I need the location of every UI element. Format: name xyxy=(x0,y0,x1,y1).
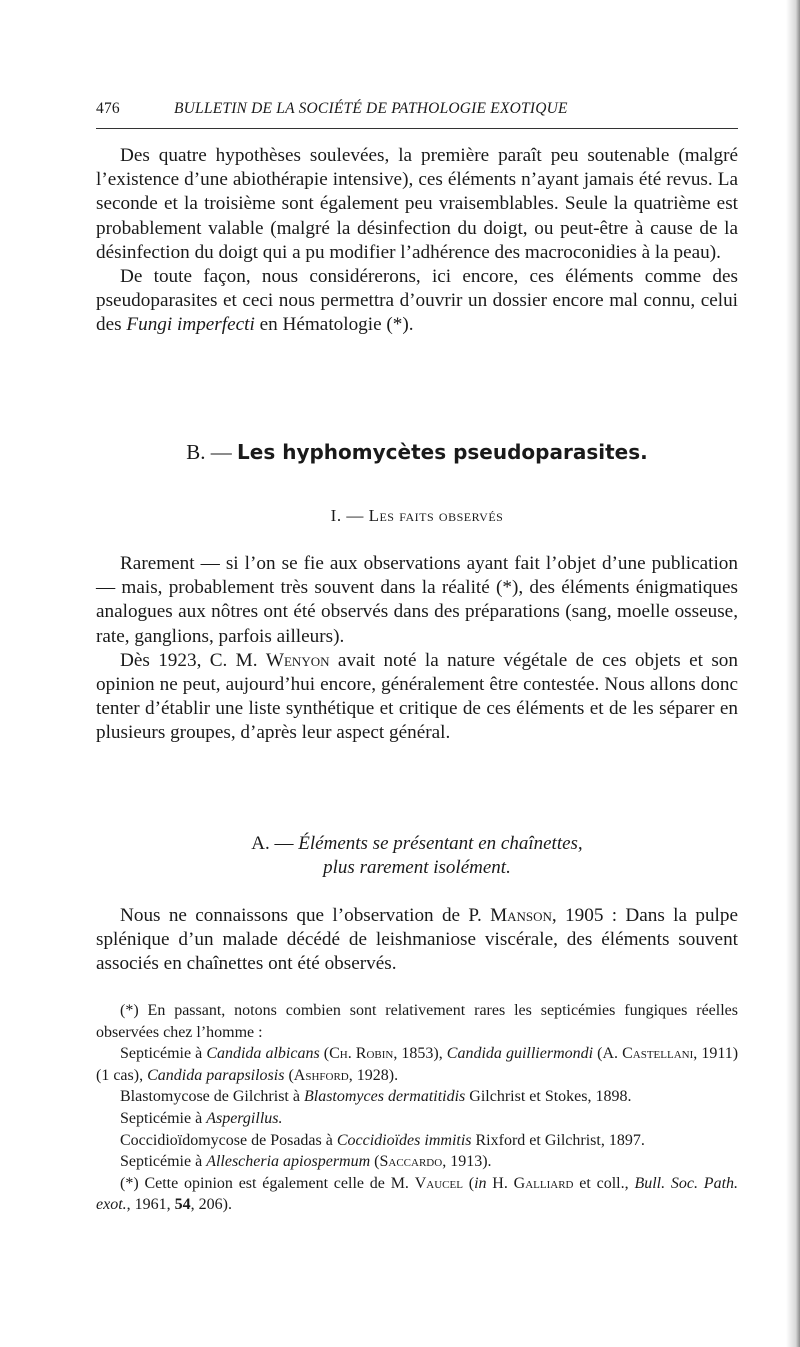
paragraph-observations: Rarement — si l’on se fie aux observations ayant fait l’objet d’une publication — mais, probablement très souvent dans la réalité (*), des éléments énigmatiques analogues aux nôtres ont été observés dans des préparations (sang, moelle osseuse, rate, ganglions, parfois ailleurs). xyxy=(96,553,738,647)
fn-text: ( xyxy=(370,1153,380,1171)
journal-title: BULLETIN DE LA SOCIÉTÉ DE PATHOLOGIE EXOTIQUE xyxy=(174,100,568,117)
footnote-2 xyxy=(96,1173,738,1216)
fn-species: Blastomyces dermatitidis xyxy=(303,1088,466,1106)
para2-text-end: en Hématologie (*). xyxy=(254,314,414,336)
fn-text: in xyxy=(474,1174,487,1192)
section-a-line1 xyxy=(96,832,738,856)
section-i-prefix: I. — xyxy=(330,506,369,525)
fn-text: ( xyxy=(462,1174,475,1192)
fn-species: Candida albicans xyxy=(206,1045,320,1063)
section-a-subtitle: plus rarement isolément. xyxy=(323,857,511,878)
fn-text: ( xyxy=(284,1066,294,1084)
section-heading-a xyxy=(96,832,738,880)
fn-text: , 1961, xyxy=(126,1196,175,1214)
para5-text: Nous ne connaissons que l’observation de P. xyxy=(120,905,491,926)
fn-text: , 1928). xyxy=(348,1066,399,1084)
para4-text: Dès 1923, C. M. xyxy=(120,649,266,671)
author-manson: Manson xyxy=(490,905,552,926)
fn-text: , 1853), xyxy=(393,1045,447,1063)
body-text-bottom xyxy=(96,904,738,977)
para5-text-end: , 1905 : Dans la pulpe splénique d’un malade décédé de leishmaniose viscérale, des éléments souvent associés en chaînettes ont été observés. xyxy=(96,905,738,975)
section-i-title: Les faits observés xyxy=(368,506,504,525)
paragraph-manson xyxy=(96,904,738,977)
section-heading-b xyxy=(96,440,738,465)
footnotes xyxy=(96,1000,738,1216)
fn-text: et coll., xyxy=(573,1174,635,1192)
para2-fungi-imperfecti: Fungi imperfecti xyxy=(126,314,255,336)
footnote-1-allescheria xyxy=(96,1151,738,1173)
fn-volume: 54 xyxy=(174,1196,191,1214)
fn-journal: Bull. Soc. Path. exot. xyxy=(96,1174,739,1214)
page-edge-shadow xyxy=(786,0,800,1347)
footnote-1-aspergillus xyxy=(96,1108,738,1130)
fn-species: Aspergillus. xyxy=(206,1109,283,1127)
fn-species: Allescheria apiospermum xyxy=(206,1153,371,1171)
paragraph-wenyon xyxy=(96,649,738,746)
footnote-1-intro: (*) En passant, notons combien sont relativement rares les septicémies fungiques réelles observées chez l’homme : xyxy=(96,1002,738,1041)
fn-text: ( xyxy=(593,1045,603,1063)
section-b-title: Les hyphomycètes pseudoparasites. xyxy=(237,440,648,464)
body-text-middle xyxy=(96,552,738,746)
section-heading-i xyxy=(96,506,738,526)
footnote-1-blastomycose xyxy=(96,1086,738,1108)
fn-author: Ashford xyxy=(293,1066,349,1084)
fn-text: Rixford et Gilchrist, 1897. xyxy=(471,1131,645,1149)
fn-text: Septicémie à xyxy=(120,1153,207,1171)
author-wenyon: Wenyon xyxy=(265,649,330,671)
fn-text: , 1913). xyxy=(442,1153,492,1171)
fn-text: H. xyxy=(486,1174,514,1192)
para4-text-end: avait noté la nature végétale de ces objets et son opinion ne peut, aujourd’hui encore, généralement être contestée. Nous allons donc tenter d’établir une liste synthétique et critique de ces éléments et de les séparer en plusieurs groupes, d’après leur aspect général. xyxy=(96,649,738,744)
fn-text: (*) Cette opinion est également celle de M. xyxy=(120,1174,415,1192)
fn-text: Coccidioïdomycose de Posadas à xyxy=(120,1131,337,1149)
fn-text: Septicémie à xyxy=(120,1109,207,1127)
section-a-prefix: A. — xyxy=(251,833,299,854)
fn-author: Galliard xyxy=(513,1174,574,1192)
fn-text: Blastomycose de Gilchrist à xyxy=(120,1088,304,1106)
fn-author: A. Castellani xyxy=(602,1045,694,1063)
fn-text: Septicémie à xyxy=(120,1045,207,1063)
fn-text: ( xyxy=(319,1045,330,1063)
page-number: 476 xyxy=(96,100,120,117)
fn-species: Candida parapsilosis xyxy=(147,1066,285,1084)
paragraph-pseudoparasites xyxy=(96,265,738,338)
header-rule xyxy=(96,128,738,129)
section-b-prefix: B. — xyxy=(186,440,238,464)
fn-author: Vaucel xyxy=(414,1174,463,1192)
fn-species: Coccidioïdes immitis xyxy=(336,1131,472,1149)
fn-text: , 1911) (1 cas), xyxy=(96,1045,739,1084)
fn-author: Saccardo xyxy=(379,1153,443,1171)
footnote-1-candida xyxy=(96,1043,738,1086)
footnote-1-coccidioidomycose xyxy=(96,1130,738,1152)
fn-author: Ch. Robin xyxy=(329,1045,394,1063)
paragraph-hypotheses: Des quatre hypothèses soulevées, la première paraît peu soutenable (malgré l’existence d’une abiothérapie intensive), ces éléments n’ayant jamais été revus. La seconde et la troisième sont également peu vraisemblables. Seule la quatrième est probablement valable (malgré la désinfection du doigt, ou peut-être à cause de la désinfection du doigt qui a pu modifier l’adhérence des macroconidies à la peau). xyxy=(96,145,738,263)
fn-species: Candida guilliermondi xyxy=(446,1045,594,1063)
body-text-top xyxy=(96,144,738,338)
para2-text: De toute façon, nous considérerons, ici encore, ces éléments comme des pseudoparasites et ceci nous permettra d’ouvrir un dossier encore mal connu, celui des xyxy=(96,266,738,336)
fn-text: Gilchrist et Stokes, 1898. xyxy=(465,1088,632,1106)
fn-text: , 206). xyxy=(190,1196,232,1214)
section-a-title: Éléments se présentant en chaînettes, xyxy=(298,833,583,854)
